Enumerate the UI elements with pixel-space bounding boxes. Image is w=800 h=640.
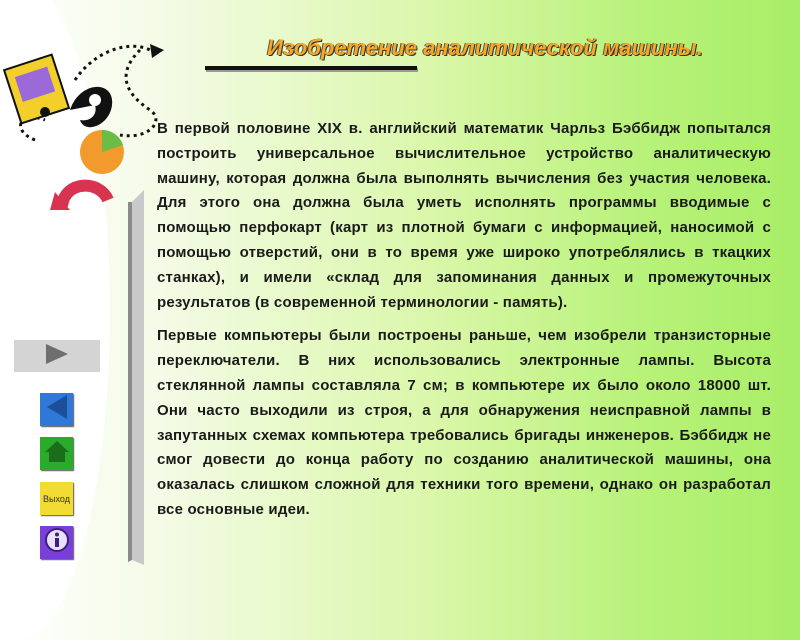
exit-label: Выход — [43, 493, 70, 504]
vertical-divider — [128, 190, 144, 565]
exit-button[interactable] — [40, 482, 73, 515]
slide-title: Изобретение аналитической машины. — [267, 35, 703, 60]
info-icon — [44, 527, 70, 558]
home-button[interactable] — [40, 437, 73, 470]
back-button[interactable] — [40, 393, 73, 426]
paragraph-2: Первые компьютеры были построены раньше, чем изобрели транзисторные переключатели. В них использовались электронные лампы. Высота стеклянной лампы составляла 7 см; в компьютере их было около 18000 шт. Они часто выходили из строя, а для обнаружения неисправной лампы в запутанных схемах компьютера требовались бригады инженеров. Бэббидж не смог довести до конца работу по созданию аналитической машины, она оказалась слишком сложной для техники того времени, однако он разработал все основные идеи. — [157, 327, 771, 518]
arrow-left-icon — [45, 394, 69, 425]
forward-button[interactable] — [14, 340, 100, 372]
play-right-icon — [44, 343, 70, 370]
info-button[interactable] — [40, 526, 73, 559]
slide-body — [157, 117, 771, 600]
title-underline — [205, 66, 417, 70]
paragraph-1: В первой половине XIX в. английский математик Чарльз Бэббидж попытался построить универсальное вычислительное устройство аналитическую машину, которая должна была выполнять вычисления без участия человека. Для этого она должна была уметь исполнять программы вводимые с помощью перфокарт (карт из плотной бумаги с информацией, наносимой с помощью отверстий, они в то время уже широко употреблялись в ткацких станках), и имели «склад для запоминания данных и промежуточных результатов (в современной терминологии - память). — [157, 120, 771, 311]
decorative-clipart — [0, 40, 170, 220]
home-icon — [44, 439, 70, 468]
